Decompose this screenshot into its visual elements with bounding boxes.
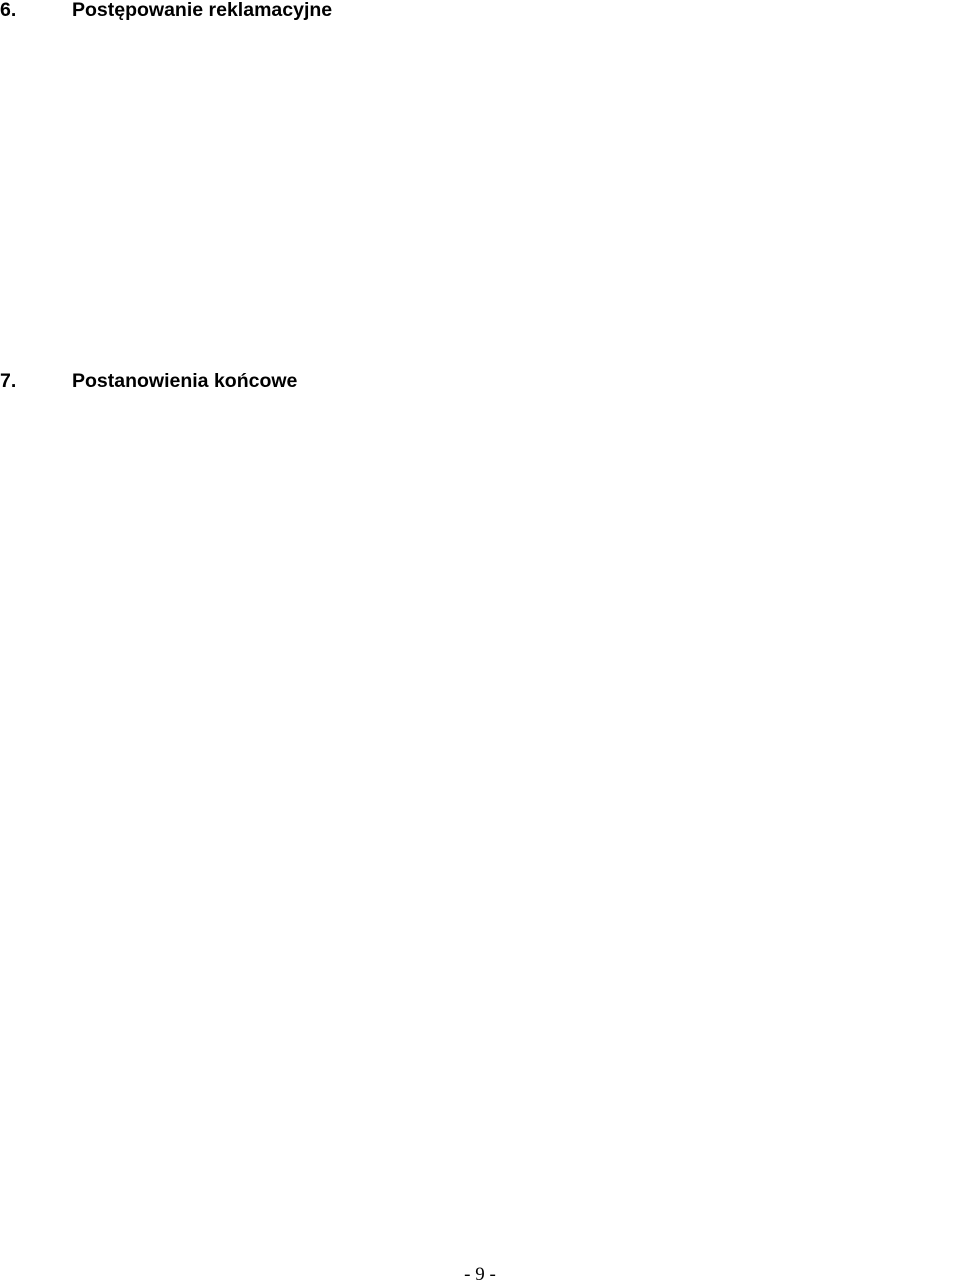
section-7-number: 7.	[0, 370, 17, 392]
section-6-heading	[0, 0, 332, 22]
section-7-title: Postanowienia końcowe	[72, 370, 298, 392]
section-6-title: Postępowanie reklamacyjne	[72, 0, 333, 21]
section-7-heading	[0, 369, 297, 393]
page-number: - 9 -	[464, 1264, 496, 1285]
section-6-number: 6.	[0, 0, 17, 21]
